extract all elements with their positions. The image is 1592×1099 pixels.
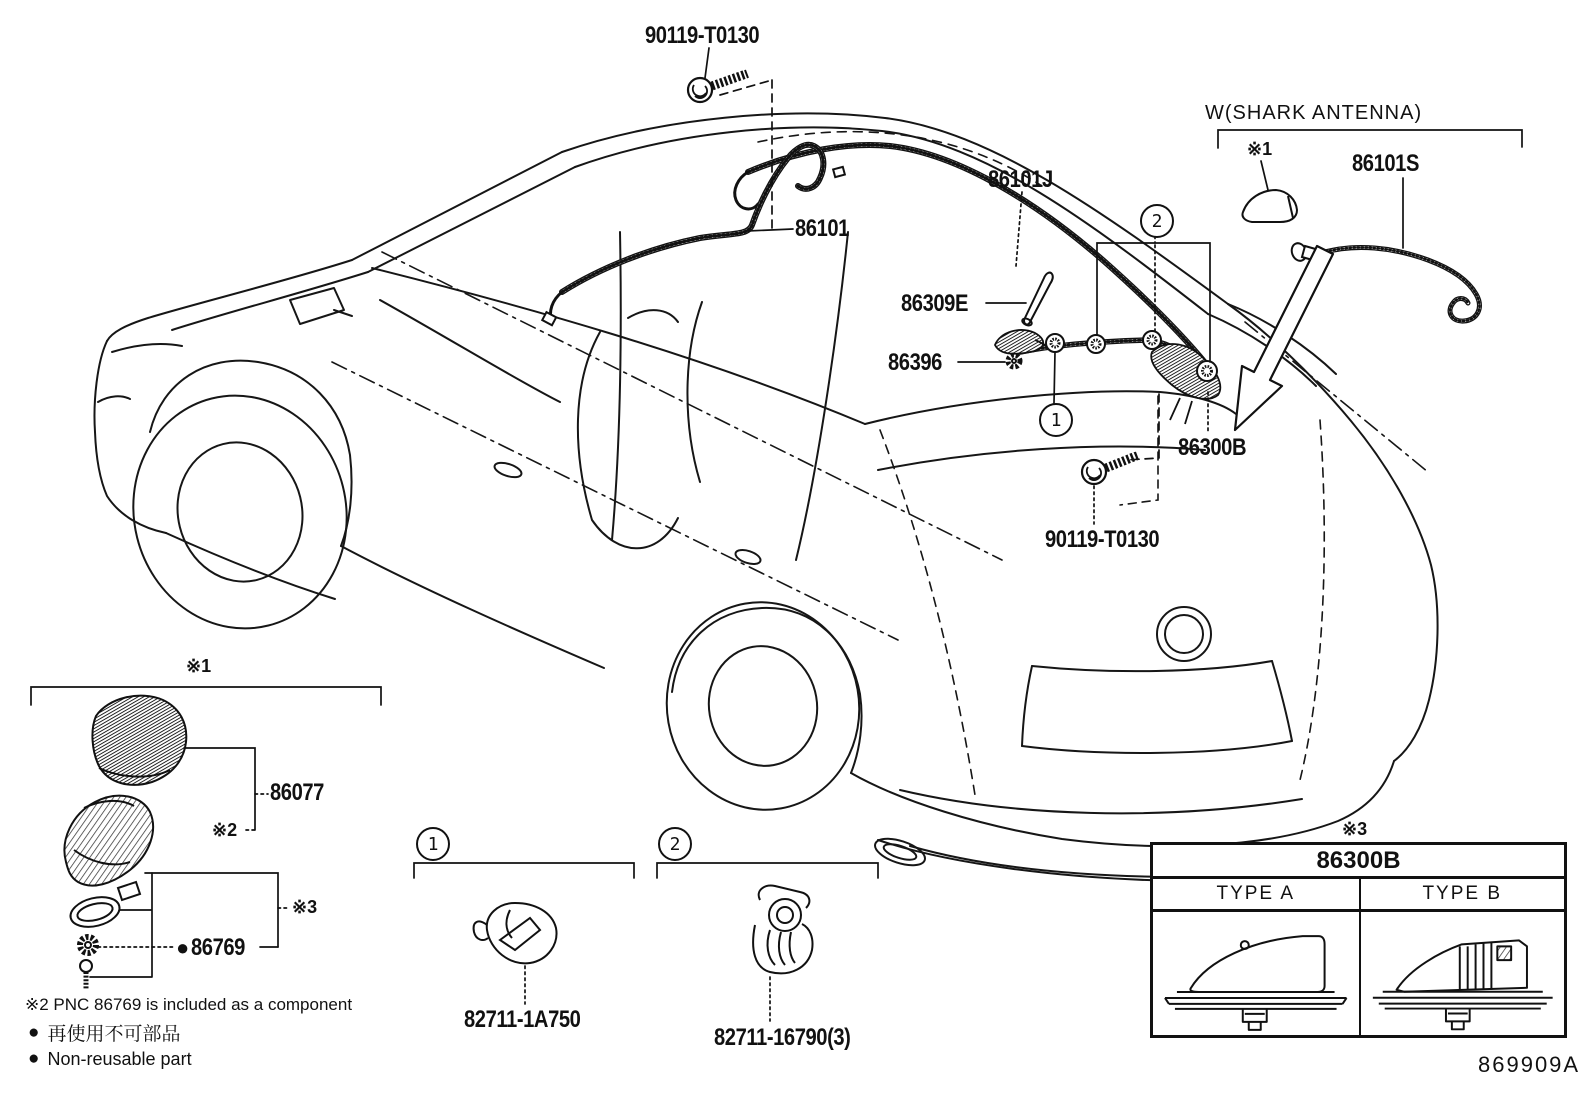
screw-top-icon	[688, 70, 748, 102]
diagram-code: 869909A	[1478, 1052, 1581, 1077]
antenna-rod-drawing	[1021, 273, 1053, 327]
pad-nut-86769-drawing	[80, 937, 96, 953]
type-b-drawing	[1361, 912, 1565, 1035]
clip-b-drawing	[753, 886, 812, 974]
fin-cover-86077-drawing	[92, 696, 186, 785]
callout-marker-1-legend-text: 1	[427, 833, 439, 855]
screw-rear-icon	[1082, 452, 1138, 484]
note-jp-line	[28, 1019, 181, 1046]
note-pnc-component: ※2 PNC 86769 is included as a component	[25, 995, 353, 1014]
label-86101J: 86101J	[988, 166, 1053, 193]
label-86309E: 86309E	[901, 290, 968, 317]
table-body-row	[1153, 912, 1564, 1035]
table-col-type-a: TYPE A	[1216, 883, 1296, 904]
base-cover-drawing	[64, 796, 153, 900]
non-reusable-bullet-en: ●	[28, 1048, 40, 1069]
label-clip-a: 82711-1A750	[464, 1006, 581, 1033]
ref-mark-1-bottom: ※1	[186, 656, 212, 676]
callout-marker-2-car	[1140, 204, 1174, 238]
ref-mark-3-table: ※3	[1342, 819, 1368, 839]
shark-fin-small-drawing	[1242, 190, 1297, 222]
table-subheader-row	[1153, 879, 1564, 912]
small-screw-drawing	[80, 960, 92, 990]
clip-a-drawing	[474, 903, 557, 963]
label-screw-rear: 90119-T0130	[1045, 526, 1160, 553]
note-jp-text: 再使用不可部品	[47, 1024, 181, 1045]
label-86077: 86077	[270, 779, 324, 806]
callout-marker-2-legend-text: 2	[669, 833, 681, 855]
callout-marker-1-text: 1	[1050, 409, 1062, 431]
callout-marker-1-car	[1039, 403, 1073, 437]
note-en-text: Non-reusable part	[47, 1048, 192, 1069]
label-86769: 86769	[191, 934, 246, 961]
label-86101: 86101	[795, 215, 849, 242]
type-a-drawing	[1153, 912, 1359, 1035]
label-clip-b: 82711-16790(3)	[714, 1024, 851, 1051]
non-reusable-bullet-jp: ●	[28, 1021, 40, 1043]
ref-mark-2: ※2	[212, 820, 238, 840]
gasket-drawing	[67, 892, 122, 931]
callout-marker-2-text: 2	[1151, 210, 1163, 232]
table-title: 86300B	[1153, 845, 1564, 879]
base-type-table	[1150, 842, 1567, 1038]
label-86769-group	[176, 934, 256, 962]
non-reusable-bullet-86769: ●	[176, 935, 190, 960]
ref-mark-1-top: ※1	[1247, 139, 1273, 159]
note-en-line	[28, 1048, 192, 1070]
callout-marker-2-legend	[658, 827, 692, 861]
type-b-cell	[1359, 912, 1565, 1035]
label-86101S: 86101S	[1352, 150, 1419, 177]
ref-mark-3-left: ※3	[292, 897, 318, 917]
car-body-outline	[95, 113, 1438, 881]
table-col-type-b: TYPE B	[1359, 879, 1565, 909]
callout-marker-1-legend	[416, 827, 450, 861]
grommet-drawing	[1008, 355, 1020, 367]
label-86396: 86396	[888, 349, 942, 376]
roof-harness-drawing	[735, 145, 1207, 365]
label-screw-top: 90119-T0130	[645, 22, 760, 49]
label-86300B-car: 86300B	[1178, 434, 1247, 461]
label-shark-antenna-header: W(SHARK ANTENNA)	[1205, 102, 1423, 124]
type-a-cell	[1153, 912, 1359, 1035]
placement-arrow	[1235, 246, 1333, 430]
